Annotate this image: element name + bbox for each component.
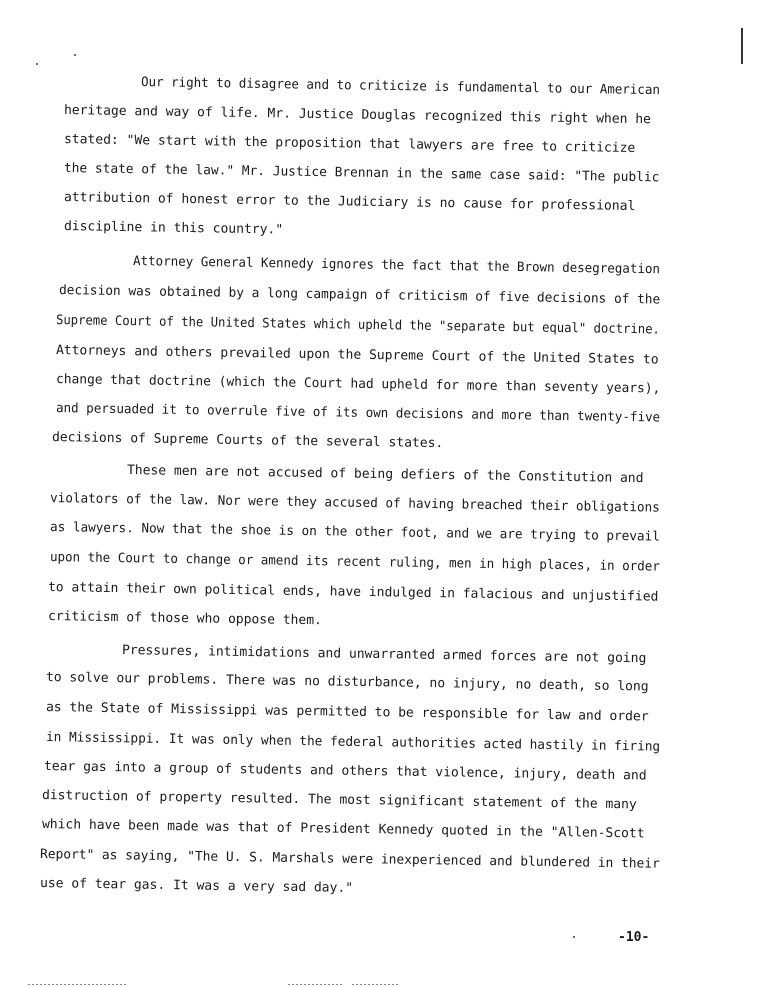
text-line: These men are not accused of being defiers of the Constitution and: [126, 463, 644, 487]
scan-edge-rule: [28, 984, 126, 985]
text-line: as the State of Mississippi was permitted to be responsible for law and order: [45, 700, 649, 725]
text-line: Attorneys and others prevailed upon the Supreme Court of the United States to: [55, 343, 659, 368]
page-number: -10-: [618, 930, 650, 945]
text-line: in Mississippi. It was only when the federal authorities acted hastily in firing: [45, 730, 661, 755]
text-line: attribution of honest error to the Judiciary is no cause for professional: [63, 190, 636, 214]
text-line: Supreme Court of the United States which upheld the "separate but equal" doctrine.: [55, 313, 660, 338]
text-line: distruction of property resulted. The most significant statement of the many: [41, 788, 637, 813]
text-line: which have been made was that of President Kennedy quoted in the "Allen-Scott: [41, 817, 645, 842]
scan-edge-rule: [288, 984, 344, 985]
text-line: decisions of Supreme Courts of the several states.: [51, 430, 444, 452]
scan-mark: [741, 28, 743, 64]
text-line: violators of the law. Nor were they accused of having breached their obligations: [49, 491, 660, 516]
text-line: criticism of those who oppose them.: [47, 609, 323, 629]
text-line: Report" as saying, "The U. S. Marshals were inexperienced and blundered in their: [39, 847, 660, 872]
text-line: decision was obtained by a long campaign of criticism of five decisions of the: [58, 283, 661, 308]
text-line: Pressures, intimidations and unwarranted armed forces are not going: [121, 643, 647, 667]
text-line: discipline in this country.": [63, 219, 284, 238]
text-line: upon the Court to change or amend its recent ruling, men in high places, in order: [49, 550, 660, 575]
text-line: to solve our problems. There was no disturbance, no injury, no death, so long: [45, 670, 649, 695]
scan-speck: [573, 936, 575, 938]
text-line: change that doctrine (which the Court had upheld for more than seventy years),: [55, 372, 661, 397]
text-line: to attain their own political ends, have indulged in falacious and unjustified: [47, 580, 659, 605]
text-line: tear gas into a group of students and others that violence, injury, death and: [43, 759, 647, 784]
text-line: use of tear gas. It was a very sad day.": [39, 876, 354, 896]
scan-speck: [74, 54, 76, 56]
scan-speck: [36, 63, 38, 65]
text-line: and persuaded it to overrule five of its own decisions and more than twenty-five: [55, 401, 661, 426]
text-line: Attorney General Kennedy ignores the fact that the Brown desegregation: [132, 254, 661, 278]
text-line: the state of the law." Mr. Justice Brennan in the same case said: "The public: [63, 161, 660, 186]
text-line: Our right to disagree and to criticize is fundamental to our American: [140, 75, 661, 99]
text-line: stated: "We start with the proposition that lawyers are free to criticize: [63, 132, 636, 156]
text-line: heritage and way of life. Mr. Justice Douglas recognized this right when he: [63, 103, 652, 128]
scan-edge-rule: [352, 984, 400, 985]
text-line: as lawyers. Now that the shoe is on the other foot, and we are trying to prevail: [49, 520, 660, 545]
